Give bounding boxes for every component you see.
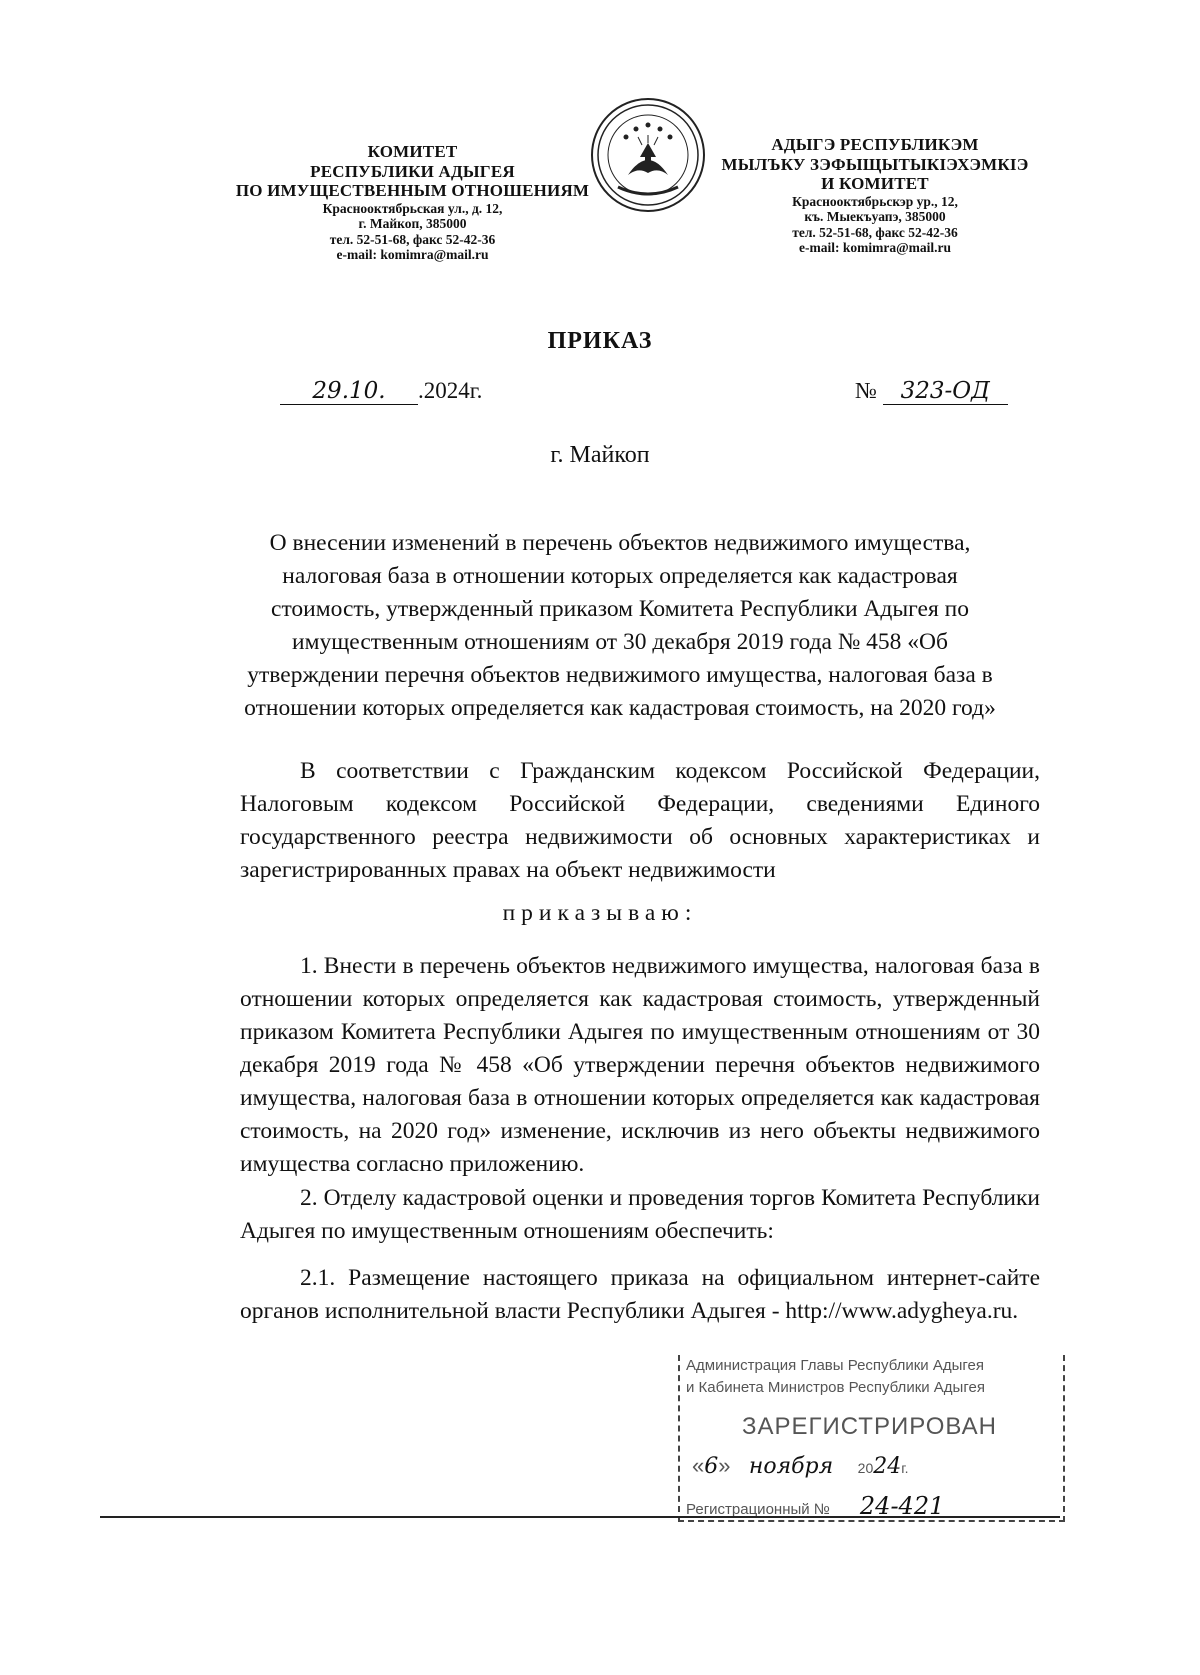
clause-1: 1. Внести в перечень объектов недвижимого имущества, налоговая база в отношении которых определяется как кадастровая стоимость, утвержденный приказом Комитета Республики Адыгея по имущественным отношениям от 30 декабря 2019 года № 458 «Об утверждении перечня объектов недвижимого имущества, налоговая база в отношении которых определяется как кадастровая стоимость, на 2020 год» изменение, исключив из него объекты недвижимого имущества согласно приложению.	[240, 953, 1040, 1177]
date-suffix: .2024г.	[418, 378, 483, 403]
stamp-year-prefix: 20	[857, 1460, 874, 1476]
address-ru-line1: Краснооктябрьская ул., д. 12,	[322, 200, 503, 216]
number-prefix: №	[855, 378, 877, 403]
org-name-ady-line3: И КОМИТЕТ	[821, 174, 929, 194]
document-title: ПРИКАЗ	[547, 328, 653, 354]
preamble-paragraph: В соответствии с Гражданским кодексом Российской Федерации, Налоговым кодексом Российской Федерации, сведениями Единого государственного реестра недвижимости об основных характеристиках и зарегистрированных правах на объект недвижимости	[240, 758, 1040, 883]
org-name-ady-line2: МЫЛЪКУ ЗЭФЫЩЫТЫКIЭХЭМКIЭ	[721, 154, 1029, 174]
stamp-month: ноября	[748, 1454, 834, 1479]
email-ady: e-mail: komimra@mail.ru	[798, 240, 952, 256]
city: г. Майкоп	[550, 442, 650, 468]
header-left-block	[225, 142, 600, 263]
clause-2-1: 2.1. Размещение настоящего приказа на официальном интернет-сайте органов исполнительной власти Республики Адыгея - http://www.adygheya.ru.	[240, 1265, 1040, 1324]
order-number	[855, 378, 1008, 405]
stamp-year-unit: г.	[901, 1460, 909, 1476]
org-name-ru-line2: РЕСПУБЛИКИ АДЫГЕЯ	[310, 161, 515, 181]
clause-2: 2. Отделу кадастровой оценки и проведения торгов Комитета Республики Адыгея по имущественным отношениям обеспечить:	[240, 1185, 1040, 1244]
coat-of-arms-icon	[588, 95, 708, 215]
stamp-registered: ЗАРЕГИСТРИРОВАН	[742, 1413, 997, 1440]
stamp-year-suffix: 24	[873, 1454, 902, 1479]
stamp-reg-value: 24-421	[859, 1492, 945, 1520]
address-ru-line2: г. Майкоп, 385000	[358, 216, 467, 232]
stamp-reg-label: Регистрационный №	[686, 1501, 830, 1518]
order-directive: приказываю:	[502, 900, 698, 926]
order-subject: О внесении изменений в перечень объектов недвижимого имущества, налоговая база в отношении которых определяется как кадастровая стоимость, утвержденный приказом Комитета Республики Адыгея по имущественным отношениям от 30 декабря 2019 года № 458 «Об утверждении перечня объектов недвижимого имущества, налоговая база в отношении которых определяется как кадастровая стоимость, на 2020 год»	[244, 530, 996, 721]
phone-ady: тел. 52-51-68, факс 52-42-36	[792, 224, 958, 240]
handwritten-number: 323-ОД	[883, 378, 1008, 405]
order-date	[280, 378, 482, 405]
org-name-ru-line1: КОМИТЕТ	[367, 142, 458, 161]
handwritten-date: 29.10.	[280, 378, 418, 405]
org-name-ady-line1: АДЫГЭ РЕСПУБЛИКЭМ	[771, 135, 979, 154]
stamp-line-1: Администрация Главы Республики Адыгея	[686, 1357, 985, 1374]
email-ru: e-mail: komimra@mail.ru	[336, 247, 489, 263]
stamp-line-2: и Кабинета Министров Республики Адыгея	[686, 1379, 985, 1396]
footer-divider	[100, 1516, 1060, 1518]
phone-ru: тел. 52-51-68, факс 52-42-36	[329, 231, 496, 247]
stamp-day: 6	[704, 1454, 719, 1479]
org-name-ru-line3: ПО ИМУЩЕСТВЕННЫМ ОТНОШЕНИЯМ	[235, 181, 590, 201]
header-right-block	[710, 135, 1040, 256]
address-ady-line1: Краснооктябрьскэр ур., 12,	[792, 193, 958, 209]
address-ady-line2: къ. Мыекъуапэ, 385000	[804, 209, 946, 225]
registration-stamp	[678, 1355, 1065, 1522]
stamp-date: «6» ноября 2024г.	[692, 1453, 909, 1479]
